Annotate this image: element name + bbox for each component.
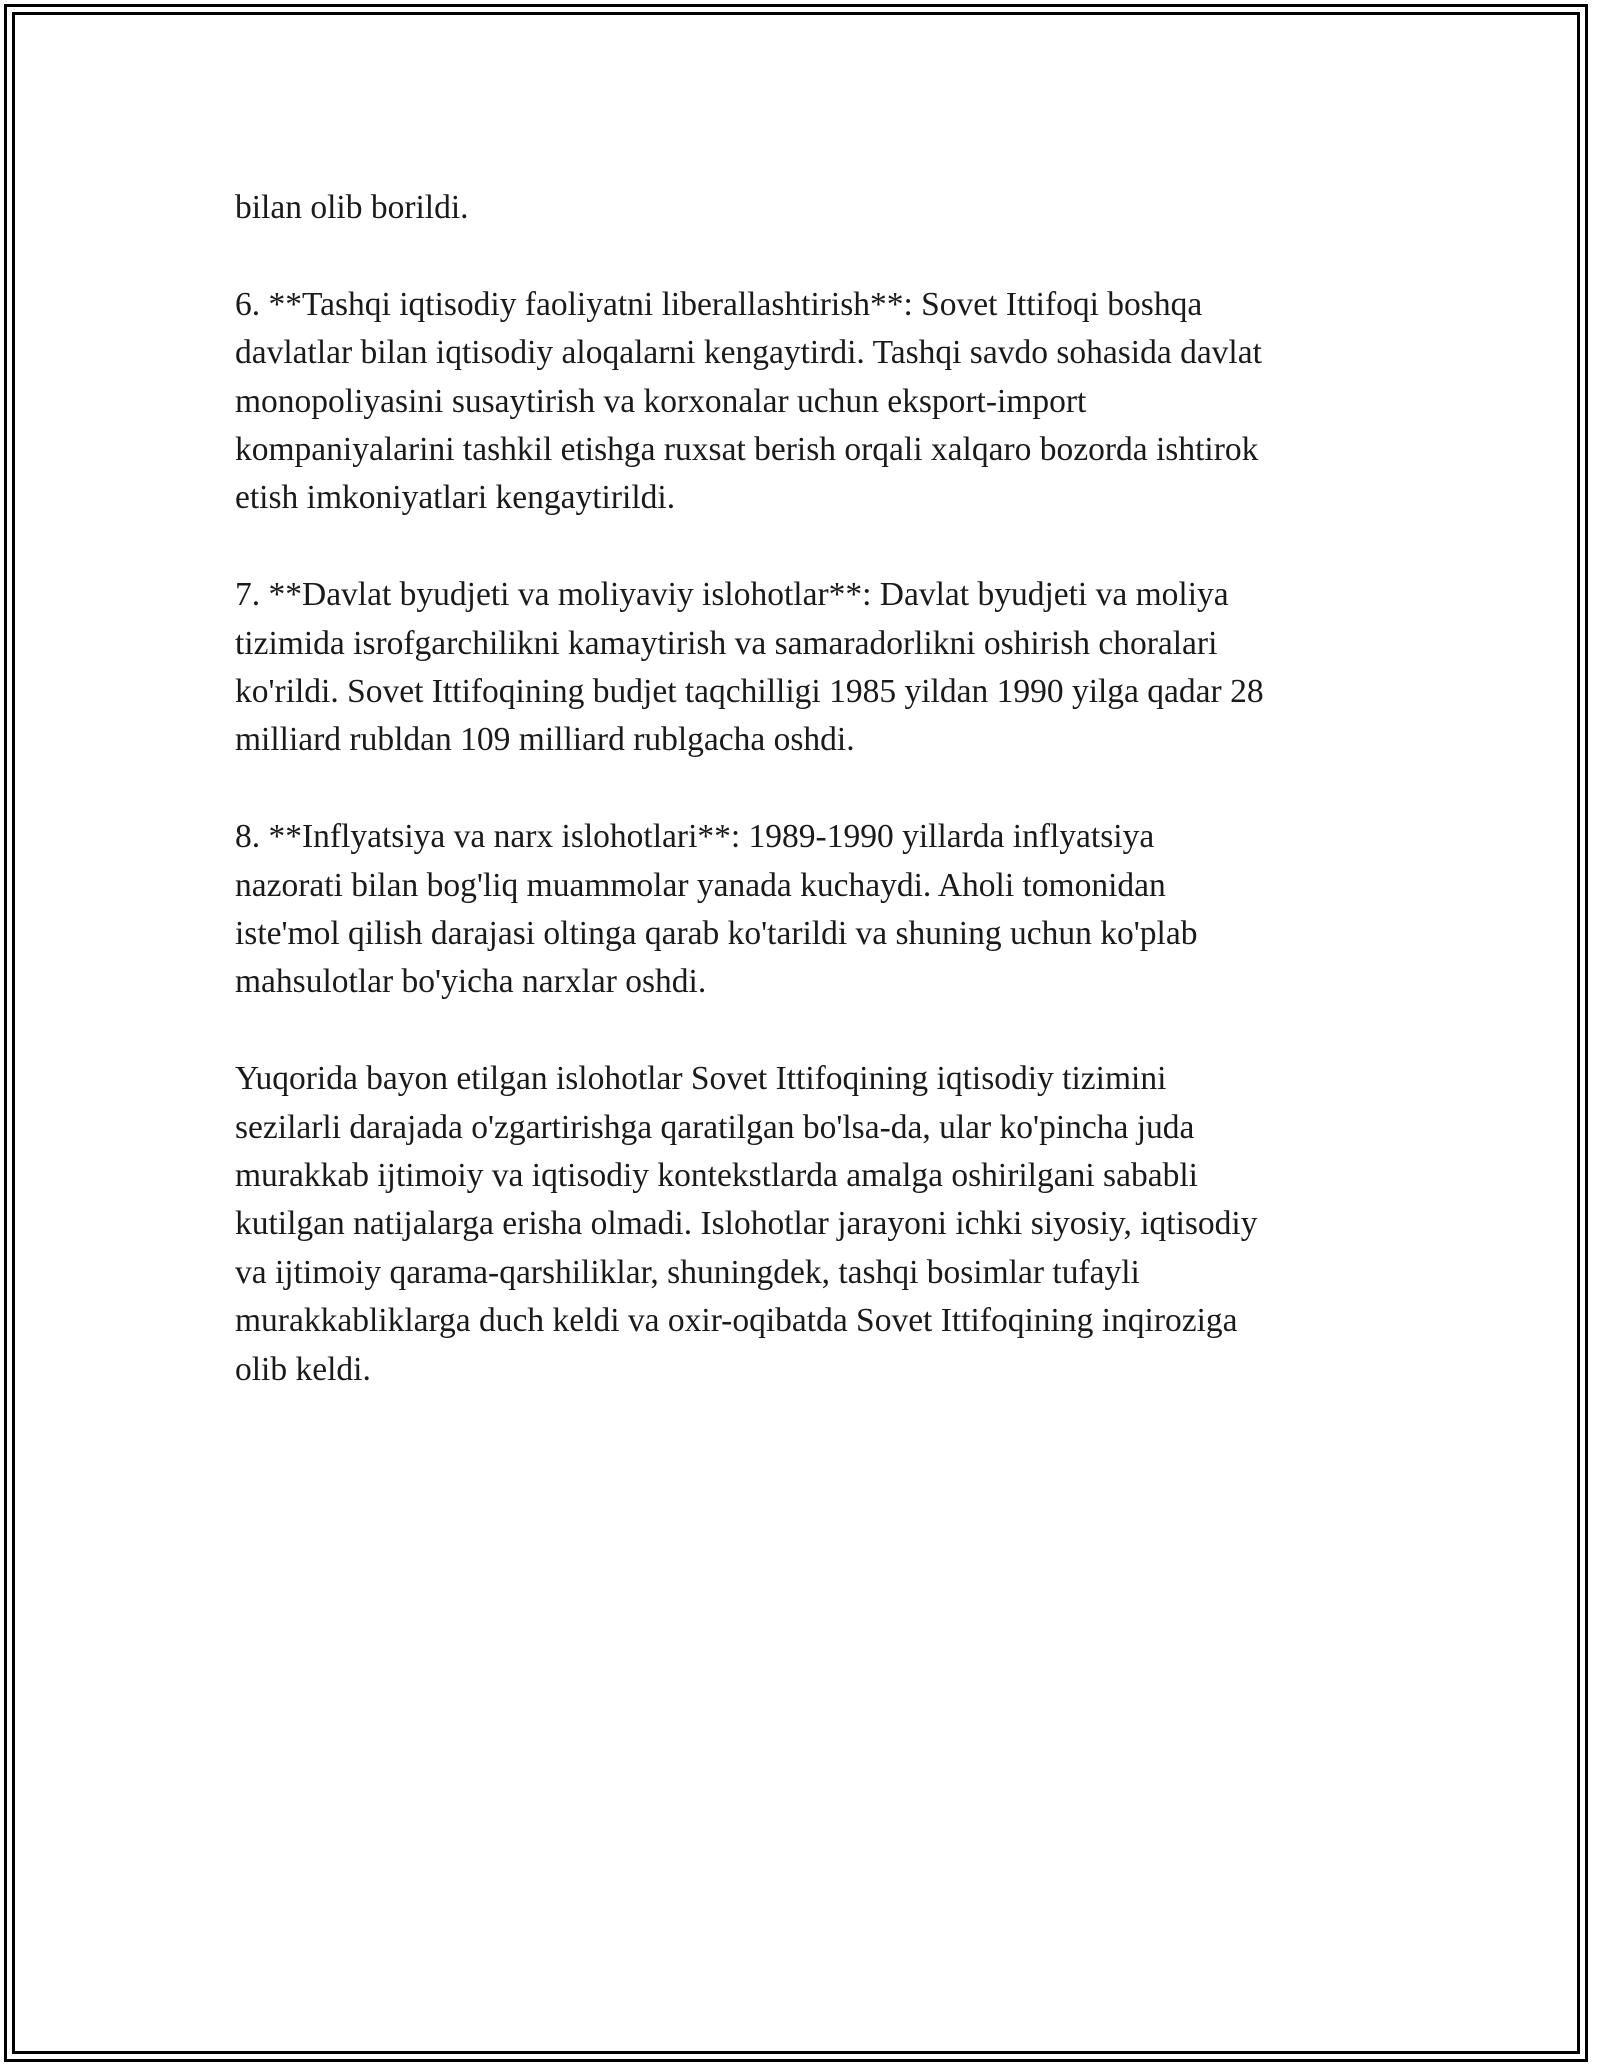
paragraph-continuation: bilan olib borildi. (235, 189, 469, 226)
document-body (235, 184, 1375, 1394)
paragraph-item-7: 7. **Davlat byudjeti va moliyaviy islohotlar**: Davlat byudjeti va moliya tizimida isrofgarchilikni kamaytirish va samaradorlikni oshirish choralari ko'rildi. Sovet Ittifoqining budjet taqchilligi 1985 yildan 1990 yilga qadar 28 milliard rubldan 109 milliard rublgacha oshdi. (235, 576, 1264, 759)
paragraph-item-8: 8. **Inflyatsiya va narx islohotlari**: 1989-1990 yillarda inflyatsiya nazorati bilan bog'liq muammolar yanada kuchaydi. Aholi tomonidan iste'mol qilish darajasi oltinga qarab ko'tarildi va shuning uchun ko'plab mahsulotlar bo'yicha narxlar oshdi. (235, 818, 1198, 1001)
paragraph-conclusion: Yuqorida bayon etilgan islohotlar Sovet Ittifoqining iqtisodiy tizimini sezilarli darajada o'zgartirishga qaratilgan bo'lsa-da, ular ko'pincha juda murakkab ijtimoiy va iqtisodiy kontekstlarda amalga oshirilgani sababli kutilgan natijalarga erisha olmadi. Islohotlar jarayoni ichki siyosiy, iqtisodiy va ijtimoiy qarama-qarshiliklar, shuningdek, tashqi bosimlar tufayli murakkabliklarga duch keldi va oxir-oqibatda Sovet Ittifoqining inqiroziga olib keldi. (235, 1060, 1258, 1388)
paragraph-item-6: 6. **Tashqi iqtisodiy faoliyatni liberallashtirish**: Sovet Ittifoqi boshqa davlatlar bilan iqtisodiy aloqalarni kengaytirdi. Tashqi savdo sohasida davlat monopoliyasini susaytirish va korxonalar uchun eksport-import kompaniyalarini tashkil etishga ruxsat berish orqali xalqaro bozorda ishtirok etish imkoniyatlari kengaytirildi. (235, 285, 1262, 517)
